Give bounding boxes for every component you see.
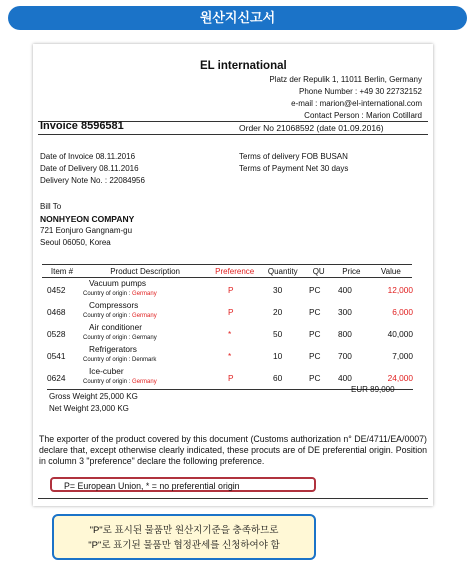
item-price: 800 (338, 329, 352, 339)
delivery-note: Delivery Note No. : 22084956 (40, 176, 145, 185)
item-unit: PC (309, 285, 321, 295)
invoice-rule (38, 134, 428, 135)
item-price: 400 (338, 373, 352, 383)
col-value: Value (370, 265, 412, 278)
order-number: Order No 21068592 (date 01.09.2016) (239, 123, 384, 133)
terms-of-delivery: Terms of delivery FOB BUSAN (239, 152, 348, 161)
origin-label: Country of origin : (83, 291, 133, 297)
origin-country: Germany (132, 291, 157, 297)
item-description: Vacuum pumps (89, 278, 147, 288)
item-number: 0624 (47, 373, 66, 383)
item-quantity: 20 (273, 307, 283, 317)
item-value: 6,000 (392, 307, 413, 317)
invoice-number: Invoice 8596581 (40, 120, 124, 132)
note-line-2: "P"로 표기된 물품만 협정관세를 신청하여야 함 (88, 540, 280, 551)
items-table (42, 264, 412, 278)
preference-legend: P= European Union, * = no preferential origin (50, 477, 316, 492)
item-preference: * (228, 351, 232, 361)
item-value: 24,000 (387, 373, 413, 383)
item-preference: P (228, 373, 234, 383)
bill-to-address-1: 721 Eonjuro Gangnam-gu (40, 226, 133, 235)
col-quantity: Quantity (261, 265, 304, 278)
item-description: Refrigerators (89, 344, 137, 354)
date-of-invoice: Date of Invoice 08.11.2016 (40, 152, 136, 161)
item-origin (83, 313, 157, 319)
item-number: 0452 (47, 285, 66, 295)
item-unit: PC (309, 373, 321, 383)
col-preference: Preference (208, 265, 261, 278)
origin-country: Germany (132, 335, 157, 341)
origin-label: Country of origin : (83, 357, 133, 363)
invoice-document (33, 44, 433, 506)
company-email: e-mail : marion@el-international.com (291, 99, 422, 108)
col-qu: QU (304, 265, 333, 278)
date-of-delivery: Date of Delivery 08.11.2016 (40, 164, 139, 173)
item-description: Ice-cuber (89, 366, 124, 376)
item-quantity: 50 (273, 329, 283, 339)
item-unit: PC (309, 351, 321, 361)
company-name: EL international (200, 60, 287, 72)
item-unit: PC (309, 307, 321, 317)
company-contact: Contact Person : Marion Cotillard (304, 111, 422, 120)
item-description: Compressors (89, 300, 139, 310)
company-address: Platz der Repulik 1, 11011 Berlin, Germany (269, 75, 422, 84)
item-description: Air conditioner (89, 322, 143, 332)
company-phone: Phone Number : +49 30 22732152 (299, 87, 422, 96)
item-value: 12,000 (387, 285, 413, 295)
origin-country: Germany (132, 379, 157, 385)
footer-rule (38, 498, 428, 499)
origin-label: Country of origin : (83, 313, 133, 319)
origin-country: Denmark (132, 357, 157, 363)
item-quantity: 30 (273, 285, 283, 295)
bill-to-label: Bill To (40, 202, 62, 211)
net-weight: Net Weight 23,000 KG (49, 404, 129, 413)
item-preference: P (228, 307, 234, 317)
title-banner: 원산지신고서 (8, 6, 467, 30)
col-price: Price (333, 265, 370, 278)
item-preference: P (228, 285, 234, 295)
item-value: 40,000 (387, 329, 413, 339)
item-number: 0468 (47, 307, 66, 317)
item-price: 300 (338, 307, 352, 317)
origin-label: Country of origin : (83, 335, 133, 341)
total-value: EUR 89,000 (351, 385, 395, 394)
col-description: Product Description (82, 265, 208, 278)
item-number: 0541 (47, 351, 66, 361)
item-unit: PC (309, 329, 321, 339)
item-quantity: 10 (273, 351, 283, 361)
item-value: 7,000 (392, 351, 413, 361)
terms-of-payment: Terms of Payment Net 30 days (239, 164, 349, 173)
bill-to-company: NONHYEON COMPANY (40, 214, 135, 224)
item-origin (83, 379, 157, 385)
item-number: 0528 (47, 329, 66, 339)
item-origin (83, 357, 156, 363)
bill-to-address-2: Seoul 06050, Korea (40, 238, 111, 247)
item-price: 700 (338, 351, 352, 361)
item-price: 400 (338, 285, 352, 295)
item-preference: * (228, 329, 232, 339)
note-line-1: "P"로 표시된 물품만 원산지기준을 충족하므로 (89, 525, 279, 536)
table-header-row (42, 265, 412, 278)
origin-country: Germany (132, 313, 157, 319)
explanation-note (52, 514, 316, 560)
col-item: Item # (42, 265, 82, 278)
gross-weight: Gross Weight 25,000 KG (49, 392, 138, 401)
item-origin (83, 291, 157, 297)
item-quantity: 60 (273, 373, 283, 383)
exporter-declaration: The exporter of the product covered by this document (Customs authorization n° DE/4711/EA/0007) declare that, except otherwise clearly indicated, these procuts are of DE preferential origin. Position in column 3 "preference" declare the following preference. (39, 434, 427, 466)
origin-label: Country of origin : (83, 379, 133, 385)
item-origin (83, 335, 157, 341)
